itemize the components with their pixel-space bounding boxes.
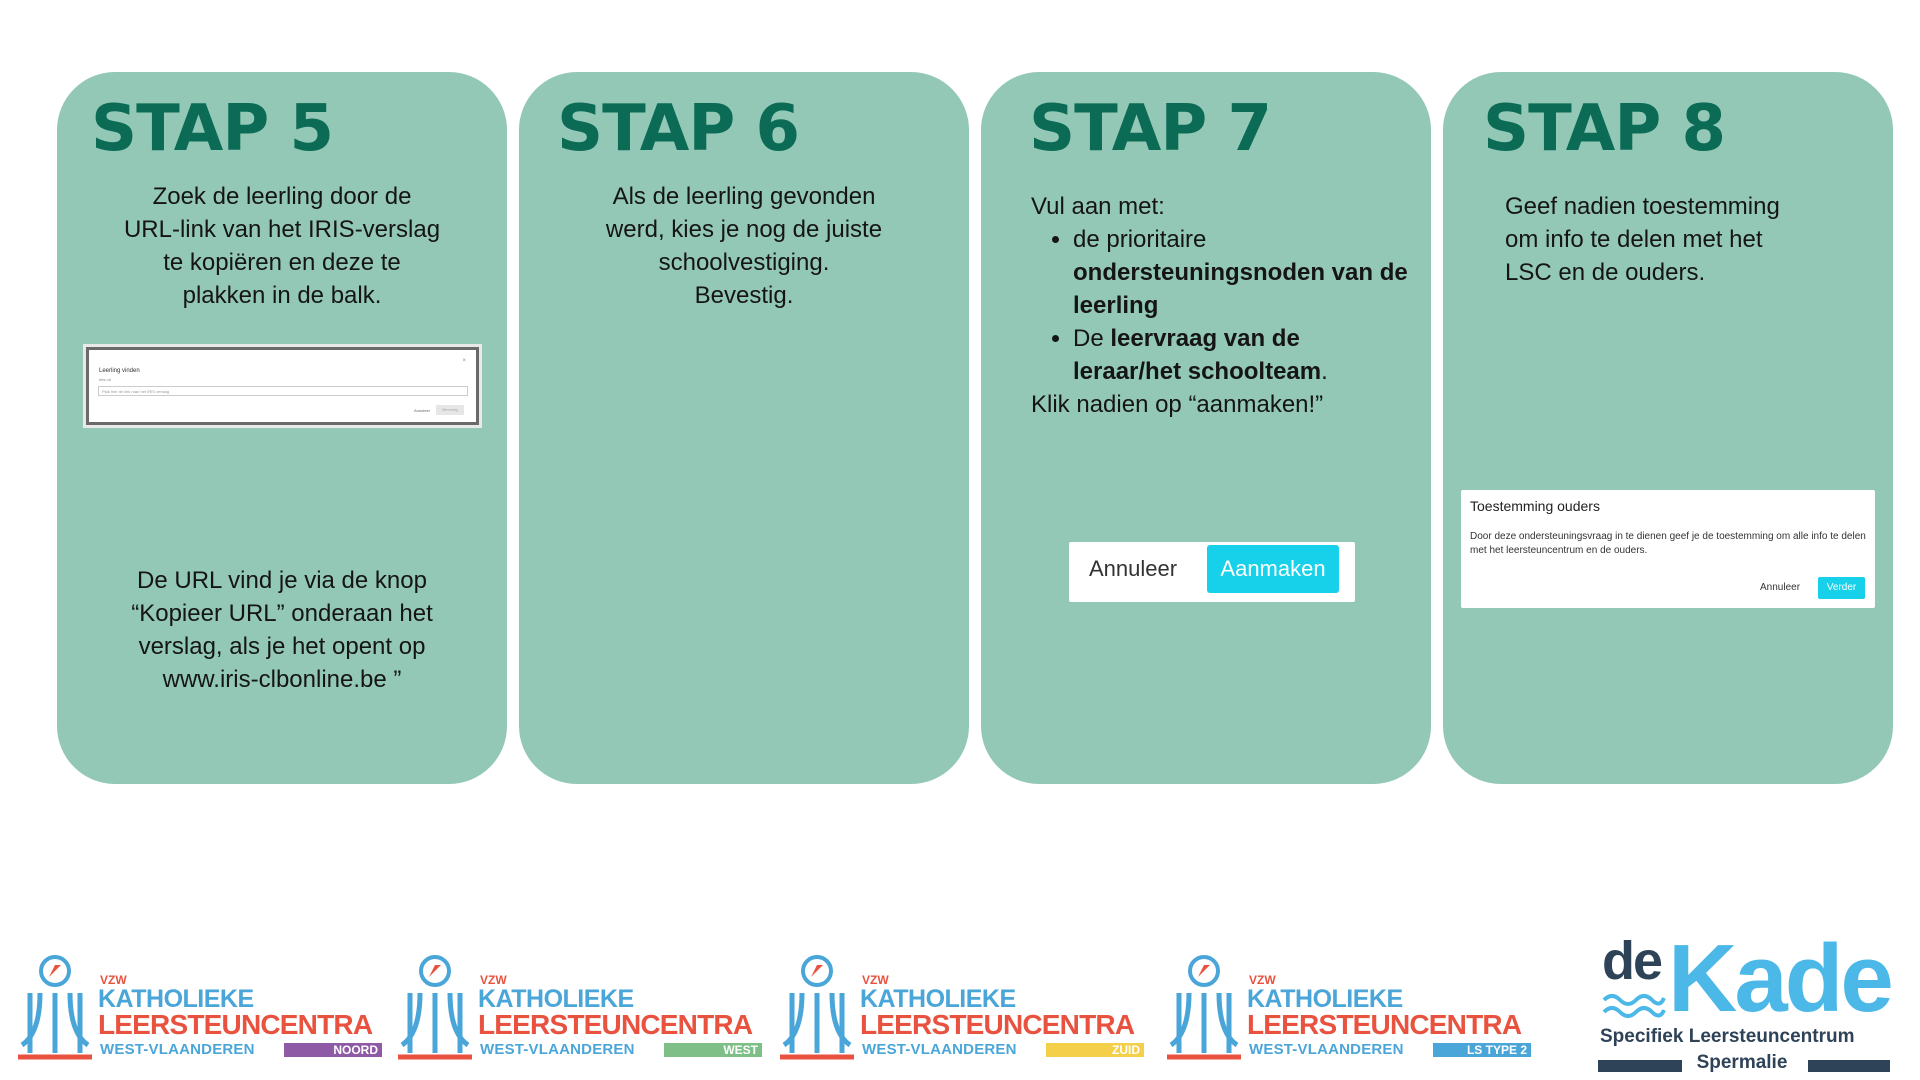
kade-location: Spermalie: [1696, 1052, 1788, 1073]
region-label: ZUID: [1046, 1043, 1144, 1057]
kade-de: de: [1602, 931, 1662, 991]
close-icon: ×: [462, 358, 466, 364]
cancel-button: Annuleer: [413, 408, 430, 413]
step-7-outro: Klik nadien op “aanmaken!”: [1031, 391, 1324, 418]
dialog-subtitle: Iets url: [99, 377, 112, 382]
logo-line-3: WEST-VLAANDEREN: [862, 1041, 1017, 1058]
consent-body: Door deze ondersteuningsvraag in te dienen geef je de toestemming om alle info te delen met het leersteuncentrum en de ouders.: [1470, 531, 1866, 556]
step-6-instruction: Als de leerling gevonden werd, kies je nog de juiste schoolvestiging. Bevestig.: [605, 183, 883, 309]
step-8-title: STAP 8: [1483, 92, 1726, 166]
logo-line-1: KATHOLIEKE: [860, 985, 1016, 1013]
logo-line-2: LEERSTEUNCENTRA: [1247, 1009, 1522, 1040]
step-7-instruction: [1031, 190, 1411, 421]
logo-line-2: LEERSTEUNCENTRA: [860, 1009, 1135, 1040]
logo-line-3: WEST-VLAANDEREN: [1249, 1041, 1404, 1058]
kade-subtitle: Specifiek Leersteuncentrum: [1600, 1026, 1855, 1047]
consent-continue-button: Verder: [1818, 577, 1865, 599]
logo-line-3: WEST-VLAANDEREN: [100, 1041, 255, 1058]
logo-line-2: LEERSTEUNCENTRA: [98, 1009, 373, 1040]
step-5-card: [57, 72, 507, 784]
logo-line-1: KATHOLIEKE: [98, 985, 254, 1013]
url-input: Plak hier de link naar het IRIS verslag: [98, 386, 468, 396]
kade-kade: Kade: [1668, 925, 1891, 1032]
annuleer-button: Annuleer: [1089, 556, 1178, 581]
consent-title: Toestemming ouders: [1470, 498, 1600, 514]
logo-klc-type2: [1167, 945, 1537, 1070]
aanmaken-button: Aanmaken: [1207, 545, 1339, 593]
logo-line-1: KATHOLIEKE: [1247, 985, 1403, 1013]
compass-figure-icon: [780, 953, 854, 1063]
step-8-instruction: Geef nadien toestemming om info te delen met het LSC en de ouders.: [1505, 193, 1780, 286]
vzw-label: VZW: [1249, 973, 1276, 987]
step-7-card: [981, 72, 1431, 784]
logo-klc-noord: [18, 945, 388, 1070]
compass-figure-icon: [1167, 953, 1241, 1063]
bullet-priority-needs: • de prioritaire ondersteuningsnoden van de leerling: [1073, 223, 1411, 322]
confirm-button: Bevestig: [436, 405, 464, 415]
step-5-url-hint: De URL vind je via de knop “Kopieer URL” onderaan het verslag, als je het opent op www.iris-clbonline.be ”: [131, 567, 433, 693]
logo-klc-zuid: [780, 945, 1150, 1070]
compass-figure-icon: [18, 953, 92, 1063]
logo-de-kade: [1596, 925, 1896, 1075]
logo-line-2: LEERSTEUNCENTRA: [478, 1009, 753, 1040]
step-7-title: STAP 7: [1029, 92, 1272, 166]
step-7-bullet-list: [1031, 223, 1411, 388]
compass-figure-icon: [398, 953, 472, 1063]
parent-consent-dialog-screenshot: [1461, 490, 1875, 608]
vzw-label: VZW: [100, 973, 127, 987]
logo-line-1: KATHOLIEKE: [478, 985, 634, 1013]
vzw-label: VZW: [480, 973, 507, 987]
step-6-title: STAP 6: [557, 92, 800, 166]
region-label: NOORD: [284, 1043, 382, 1057]
find-student-dialog-screenshot: [86, 347, 479, 425]
logo-line-3: WEST-VLAANDEREN: [480, 1041, 635, 1058]
region-label: WEST: [664, 1043, 762, 1057]
step-5-instruction: Zoek de leerling door de URL-link van het IRIS-verslag te kopiëren en deze te plakken in de balk.: [123, 183, 441, 309]
step-6-card: [519, 72, 969, 784]
step-7-intro: Vul aan met:: [1031, 193, 1165, 220]
logo-klc-west: [398, 945, 768, 1070]
region-label: LS TYPE 2: [1433, 1043, 1531, 1057]
waves-icon: [1602, 990, 1666, 1030]
step-8-card: [1443, 72, 1893, 784]
vzw-label: VZW: [862, 973, 889, 987]
dialog-title: Leerling vinden: [99, 368, 140, 374]
consent-cancel-button: Annuleer: [1760, 582, 1801, 593]
bullet-teacher-question: • De leervraag van de leraar/het schoolteam.: [1073, 322, 1411, 388]
step-5-title: STAP 5: [91, 92, 334, 166]
create-buttons-screenshot: [1069, 542, 1355, 602]
